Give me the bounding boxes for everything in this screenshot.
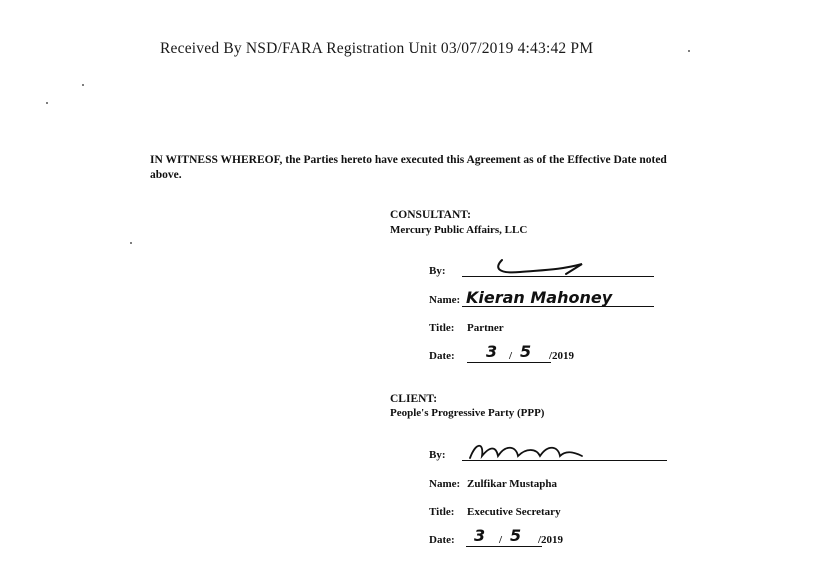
consultant-date-line bbox=[467, 362, 551, 363]
consultant-title-label: Title: bbox=[429, 322, 455, 334]
witness-clause bbox=[150, 153, 690, 183]
client-date-month: 3 bbox=[474, 526, 486, 545]
consultant-by-label: By: bbox=[429, 265, 446, 277]
client-by-label: By: bbox=[429, 449, 446, 461]
client-date-day: 5 bbox=[510, 526, 522, 545]
consultant-date-year: /2019 bbox=[549, 350, 575, 362]
client-entity: People's Progressive Party (PPP) bbox=[390, 407, 545, 419]
scan-speck bbox=[46, 102, 48, 104]
witness-text: the Parties hereto have executed this Agreement as of the Effective Date noted above. bbox=[150, 154, 667, 181]
consultant-entity: Mercury Public Affairs, LLC bbox=[390, 224, 528, 236]
consultant-date-separator: / bbox=[509, 350, 513, 362]
scan-speck bbox=[688, 50, 690, 52]
client-title-label: Title: bbox=[429, 506, 455, 518]
consultant-name-handwritten: Kieran Mahoney bbox=[466, 288, 613, 307]
client-name-value: Zulfikar Mustapha bbox=[467, 478, 557, 490]
client-date-line bbox=[466, 546, 542, 547]
client-name-label: Name: bbox=[429, 478, 461, 490]
registration-stamp: Received By NSD/FARA Registration Unit 03/07/2019 4:43:42 PM bbox=[160, 40, 594, 57]
client-signature bbox=[466, 438, 586, 464]
consultant-title-value: Partner bbox=[467, 322, 504, 334]
scan-speck bbox=[82, 84, 84, 86]
client-heading: CLIENT: bbox=[390, 393, 438, 405]
client-date-label: Date: bbox=[429, 534, 455, 546]
consultant-date-month: 3 bbox=[486, 342, 498, 361]
consultant-date-label: Date: bbox=[429, 350, 455, 362]
client-date-year: /2019 bbox=[538, 534, 564, 546]
consultant-name-label: Name: bbox=[429, 294, 461, 306]
client-title-value: Executive Secretary bbox=[467, 506, 561, 518]
scan-speck bbox=[130, 242, 132, 244]
consultant-date-day: 5 bbox=[520, 342, 532, 361]
consultant-heading: CONSULTANT: bbox=[390, 209, 471, 221]
client-date-separator: / bbox=[499, 534, 503, 546]
consultant-signature bbox=[490, 248, 600, 280]
witness-lead: IN WITNESS WHEREOF, bbox=[150, 154, 283, 166]
